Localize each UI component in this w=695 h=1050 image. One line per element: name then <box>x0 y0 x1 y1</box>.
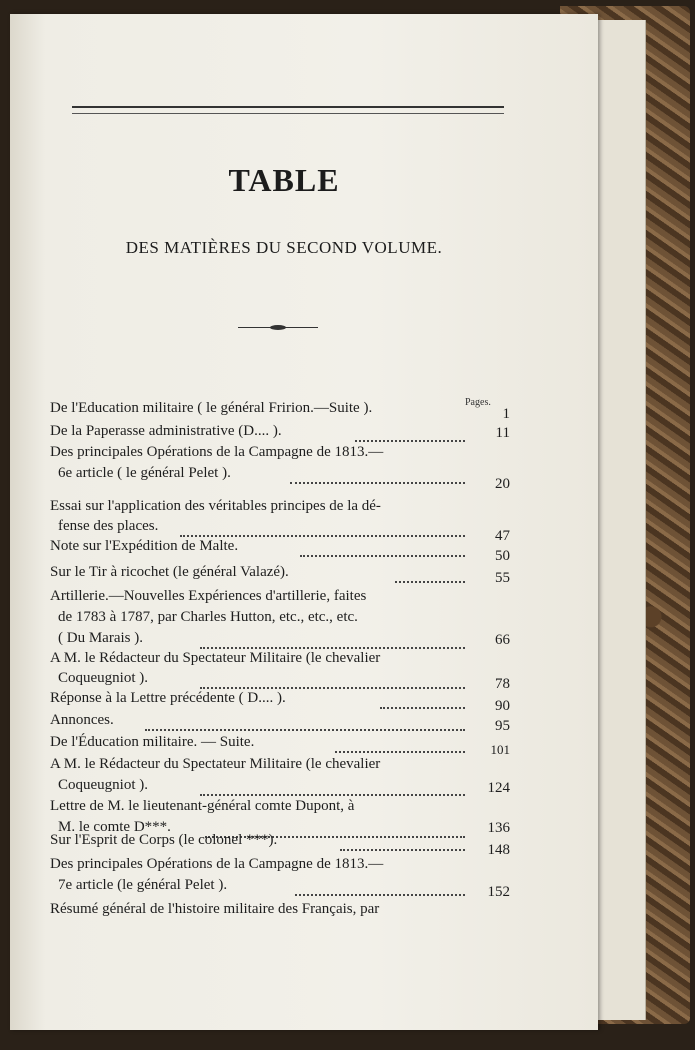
dot-leader <box>200 646 465 649</box>
toc-page-number: 55 <box>495 570 510 586</box>
dot-leader <box>200 793 465 796</box>
dot-leader <box>340 848 465 851</box>
toc-entry-line: Note sur l'Expédition de Malte. <box>50 538 239 554</box>
toc-page-number: 50 <box>495 548 510 564</box>
dot-leader <box>145 728 465 731</box>
toc-page-number: 101 <box>490 742 510 757</box>
toc-entry-line: M. le comte D***. <box>58 819 171 835</box>
toc-entry-line: fense des places. <box>58 518 159 534</box>
toc-page-number: 95 <box>495 718 510 734</box>
toc-page-number: 47 <box>495 528 510 544</box>
toc-entry-line: De l'Éducation militaire. — Suite. <box>50 734 255 750</box>
toc-entry-line: Coqueugniot ). <box>58 670 148 686</box>
toc-entry-line: 6e article ( le général Pelet ). <box>58 465 231 481</box>
toc-page-number: 90 <box>495 698 510 714</box>
dot-leader <box>295 893 465 896</box>
toc-entry-line: de 1783 à 1787, par Charles Hutton, etc., etc., etc. <box>58 609 358 625</box>
toc-entry-line: 7e article (le général Pelet ). <box>58 877 228 893</box>
toc-entry-line: Artillerie.—Nouvelles Expériences d'artillerie, faites <box>50 588 367 604</box>
page-subtitle: DES MATIÈRES DU SECOND VOLUME. <box>125 238 443 257</box>
dot-leader <box>180 534 465 537</box>
dot-leader <box>395 580 465 583</box>
toc-entry-line: De la Paperasse administrative (D.... ). <box>50 423 282 439</box>
toc-entry-line: Sur l'Esprit de Corps (le colonel ***). <box>50 832 278 848</box>
toc-page-number: 148 <box>487 842 510 858</box>
dot-leader <box>335 750 465 753</box>
dot-leader <box>290 481 465 484</box>
toc-page-number: 124 <box>487 780 510 796</box>
table-of-contents <box>10 14 598 1030</box>
toc-page-number: 20 <box>495 476 510 492</box>
toc-entry-line: ( Du Marais ). <box>58 630 143 646</box>
dot-leader <box>380 706 465 709</box>
page-title: TABLE <box>228 162 340 198</box>
toc-entry-line: Des principales Opérations de la Campagne de 1813.— <box>50 856 384 872</box>
dot-leader <box>300 554 465 557</box>
dot-leader <box>355 439 465 442</box>
pages-column-label: Pages. <box>465 397 491 408</box>
toc-entry-line: Annonces. <box>50 712 114 728</box>
toc-page-number: 78 <box>495 676 510 692</box>
toc-entry-line: Lettre de M. le lieutenant-général comte Dupont, à <box>50 798 355 814</box>
toc-entry-line: Réponse à la Lettre précédente ( D.... ). <box>50 690 286 706</box>
toc-entry-line: Coqueugniot ). <box>58 777 148 793</box>
toc-entry-line: Essai sur l'application des véritables principes de la dé- <box>50 498 381 514</box>
toc-entry-line: Des principales Opérations de la Campagne de 1813.— <box>50 444 384 460</box>
toc-entry-line: Résumé général de l'histoire militaire des Français, par <box>50 901 380 917</box>
toc-page-number: 1 <box>502 406 510 422</box>
toc-entry-line: De l'Education militaire ( le général Fririon.—Suite ). <box>50 400 373 416</box>
toc-page-number: 152 <box>487 884 510 900</box>
toc-entry-line: A M. le Rédacteur du Spectateur Militaire (le chevalier <box>50 650 381 666</box>
toc-page-number: 136 <box>487 820 510 836</box>
toc-entry-line: A M. le Rédacteur du Spectateur Militaire (le chevalier <box>50 756 381 772</box>
book-page <box>10 14 598 1030</box>
toc-entry-line: Sur le Tir à ricochet (le général Valazé). <box>50 564 289 580</box>
toc-page-number: 11 <box>495 425 510 441</box>
dot-leader <box>200 686 465 689</box>
toc-page-number: 66 <box>495 632 510 648</box>
